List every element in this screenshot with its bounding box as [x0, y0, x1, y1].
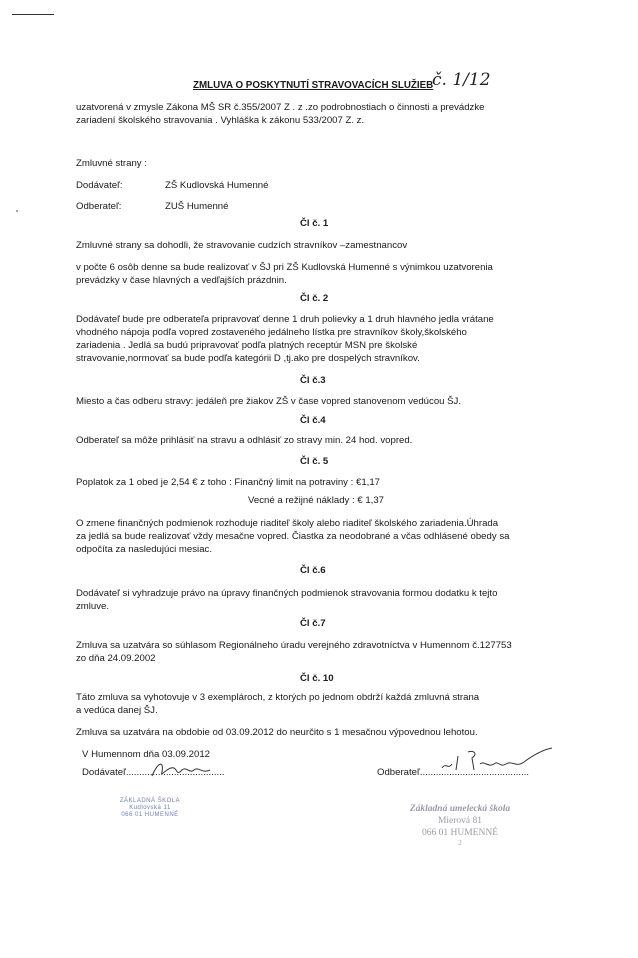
scan-mark — [12, 14, 54, 15]
article-line: odpočíta za nasledujúci mesiac. — [76, 544, 212, 555]
article-line: Miesto a čas odberu stravy: jedáleň pre žiakov ZŠ v čase vopred stanovenom vedúcou ŠJ. — [76, 396, 462, 407]
article-heading: Čl č. 10 — [300, 673, 334, 684]
customer-label: Odberateľ: — [76, 201, 122, 212]
article-line: Vecné a režijné náklady : € 1,37 — [248, 495, 385, 506]
article-line: v počte 6 osôb denne sa bude realizovať v ŠJ pri ZŠ Kudlovská Humenné s výnimkou uzatvorenia — [76, 262, 493, 273]
article-line: Zmluvné strany sa dohodli, že stravovanie cudzích stravníkov –zamestnancov — [76, 240, 408, 251]
article-line: Zmluva sa uzatvára so súhlasom Regionálneho úradu verejného zdravotníctva v Humennom č.127753 — [76, 640, 512, 651]
supplier-signature-line: Dodávateľ..................................... — [82, 767, 225, 778]
article-line: O zmene finančných podmienok rozhoduje riaditeľ školy alebo riaditeľ školského zariadenia.Úhrada — [76, 518, 499, 529]
article-heading: Čl č. 2 — [300, 293, 329, 304]
customer-value: ZUŠ Humenné — [165, 201, 229, 212]
article-line: Dodávateľ si vyhradzuje právo na úpravy finančných podmienok stravovania formou dodatku k tejto — [76, 588, 498, 599]
article-line: zo dňa 24.09.2002 — [76, 653, 156, 664]
article-line: za jedlá sa bude realizovať vždy mesačne vopred. Čiastka za neodobrané a včas odhlásené obedy sa — [76, 531, 510, 542]
article-line: Poplatok za 1 obed je 2,54 € z toho : Finančný limit na potraviny : €1,17 — [76, 477, 380, 488]
stamp-line: 066 01 HUMENNÉ — [121, 812, 179, 818]
article-line: zmluve. — [76, 601, 110, 612]
school-stamp-left — [110, 798, 190, 819]
stamp-line: 2 — [458, 839, 462, 847]
article-line: Dodávateľ bude pre odberateľa pripravovať denne 1 druh polievky a 1 druh hlavného jedla vrátane — [76, 314, 494, 325]
article-line: Zmluva sa uzatvára na obdobie od 03.09.2012 do neurčito s 1 mesačnou výpovednou lehotou. — [76, 727, 478, 738]
article-heading: Čl č.4 — [300, 415, 326, 426]
supplier-signature — [148, 758, 218, 780]
article-line: stravovanie,normovať sa bude podľa kategórii D ,tj.ako pre dospelých stravníkov. — [76, 353, 420, 364]
stamp-line: Základná umelecká škola — [409, 804, 511, 814]
article-heading: Čl č.7 — [300, 618, 326, 629]
article-line: Odberateľ sa môže prihlásiť na stravu a odhlásiť zo stravy min. 24 hod. vopred. — [76, 435, 413, 446]
customer-signature — [438, 746, 558, 778]
article-line: zariadenia . Jedlá sa budú pripravovať podľa platných receptúr MSN pre školské — [76, 340, 418, 351]
school-stamp-right — [385, 803, 535, 848]
article-heading: Čl č.6 — [300, 565, 326, 576]
supplier-value: ZŠ Kudlovská Humenné — [165, 180, 269, 191]
customer-signature-line: Odberateľ......................................... — [377, 767, 530, 778]
article-line: Táto zmluva sa vyhotovuje v 3 exemplároch, z ktorých po jednom obdrží každá zmluvná strana — [76, 692, 480, 703]
place-date: V Humennom dňa 03.09.2012 — [82, 749, 211, 760]
parties-heading: Zmluvné strany : — [76, 158, 147, 169]
article-line: prevádzky v čase hlavných a vedľajších prázdnin. — [76, 275, 287, 286]
document-title: ZMLUVA O POSKYTNUTÍ STRAVOVACÍCH SLUŽIEB — [193, 80, 434, 91]
intro-line: zariadení školského stravovania . Vyhláška k zákonu 533/2007 Z. z. — [76, 115, 365, 126]
article-heading: Čl č.3 — [300, 375, 326, 386]
stamp-line: ZÁKLADNÁ ŠKOLA — [119, 798, 181, 804]
intro-line: uzatvorená v zmysle Zákona MŠ SR č.355/2007 Z . z .zo podrobnostiach o činnosti a prevádzke — [76, 102, 485, 113]
article-line: vhodného nápoja podľa vopred zostaveného jedálneho lístka pre stravníkov školy,školského — [76, 327, 467, 338]
supplier-label: Dodávateľ: — [76, 180, 123, 191]
scan-dot — [16, 210, 18, 212]
article-line: a vedúca danej ŠJ. — [76, 705, 158, 716]
handwritten-number: č. 1/12 — [432, 70, 491, 90]
article-heading: Čl č. 1 — [300, 218, 329, 229]
article-heading: Čl č. 5 — [300, 456, 329, 467]
stamp-line: Kudlovská 11 — [129, 805, 171, 811]
stamp-line: 066 01 HUMENNÉ — [422, 828, 498, 838]
stamp-line: Mierová 81 — [437, 816, 483, 826]
